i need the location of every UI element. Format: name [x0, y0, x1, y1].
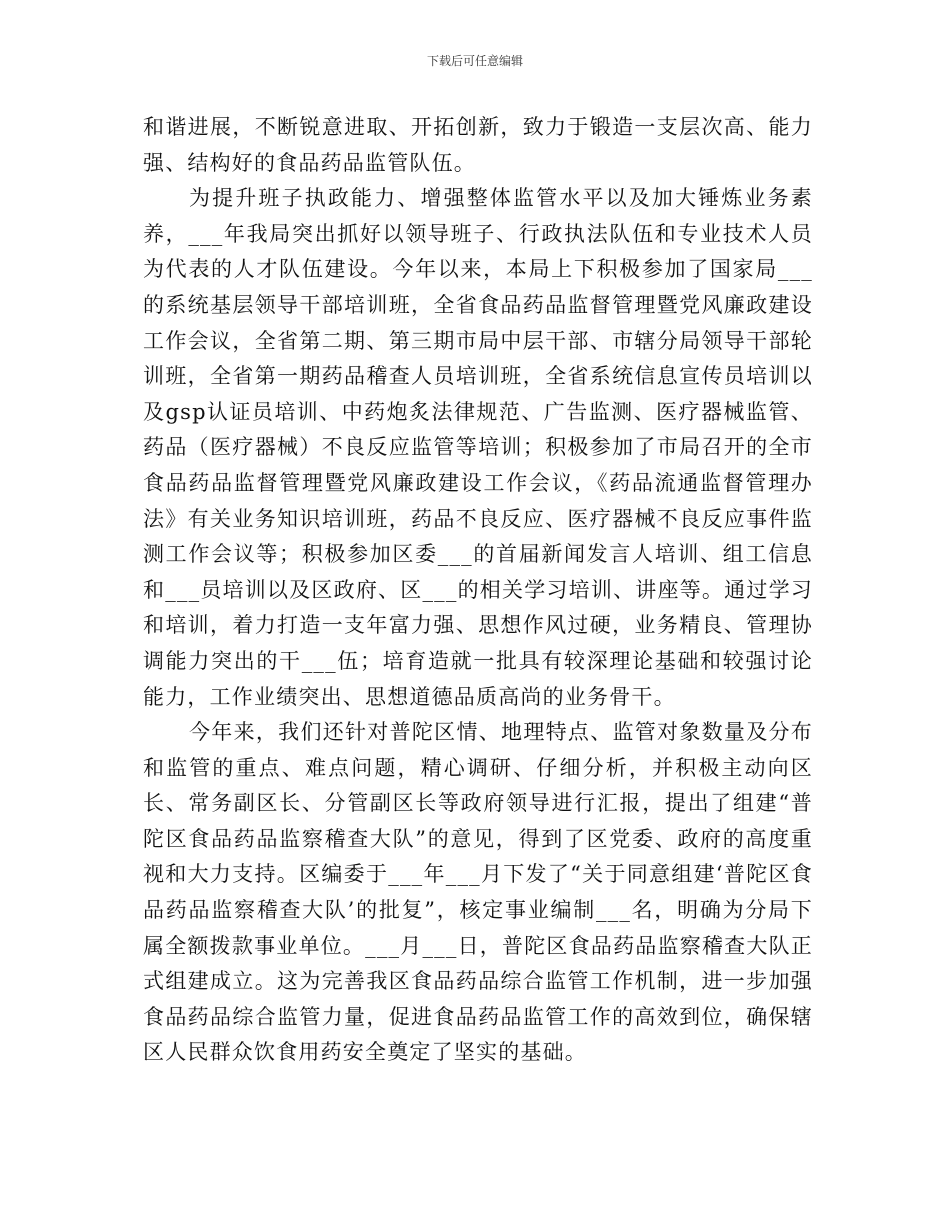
document-body	[143, 110, 813, 1071]
paragraph-1: 和谐进展，不断锐意进取、开拓创新，致力于锻造一支层次高、能力强、结构好的食品药品监管队伍。	[143, 115, 813, 175]
paragraph-2: 为提升班子执政能力、增强整体监管水平以及加大锤炼业务素养，___年我局突出抓好以领导班子、行政执法队伍和专业技术人员为代表的人才队伍建设。今年以来，本局上下积极参加了国家局___的系统基层领导干部培训班，全省食品药品监督管理暨党风廉政建设工作会议，全省第二期、第三期市局中层干部、市辖分局领导干部轮训班，全省第一期药品稽查人员培训班，全省系统信息宣传员培训以及gsp认证员培训、中药炮炙法律规范、广告监测、医疗器械监管、药品（医疗器械）不良反应监管等培训；积极参加了市局召开的全市食品药品监督管理暨党风廉政建设工作会议，《药品流通监督管理办法》有关业务知识培训班，药品不良反应、医疗器械不良反应事件监测工作会议等；积极参加区委___的首届新闻发言人培训、组工信息和___员培训以及区政府、区___的相关学习培训、讲座等。通过学习和培训，着力打造一支年富力强、思想作风过硬，业务精良、管理协调能力突出的干___伍；培育造就一批具有较深理论基础和较强讨论能力，工作业绩突出、思想道德品质高尚的业务骨干。	[143, 186, 813, 709]
page-header: 下载后可任意编辑	[426, 54, 523, 68]
paragraph-3: 今年来，我们还针对普陀区情、地理特点、监管对象数量及分布和监管的重点、难点问题，精心调研、仔细分析，并积极主动向区长、常务副区长、分管副区长等政府领导进行汇报，提出了组建“普陀区食品药品监察稽查大队”的意见，得到了区党委、政府的高度重视和大力支持。区编委于___年___月下发了“关于同意组建‘普陀区食品药品监察稽查大队’的批复”，核定事业编制___名，明确为分局下属全额拨款事业单位。___月___日，普陀区食品药品监察稽查大队正式组建成立。这为完善我区食品药品综合监管工作机制，进一步加强食品药品综合监管力量，促进食品药品监管工作的高效到位，确保辖区人民群众饮食用药安全奠定了坚实的基础。	[143, 720, 813, 1065]
